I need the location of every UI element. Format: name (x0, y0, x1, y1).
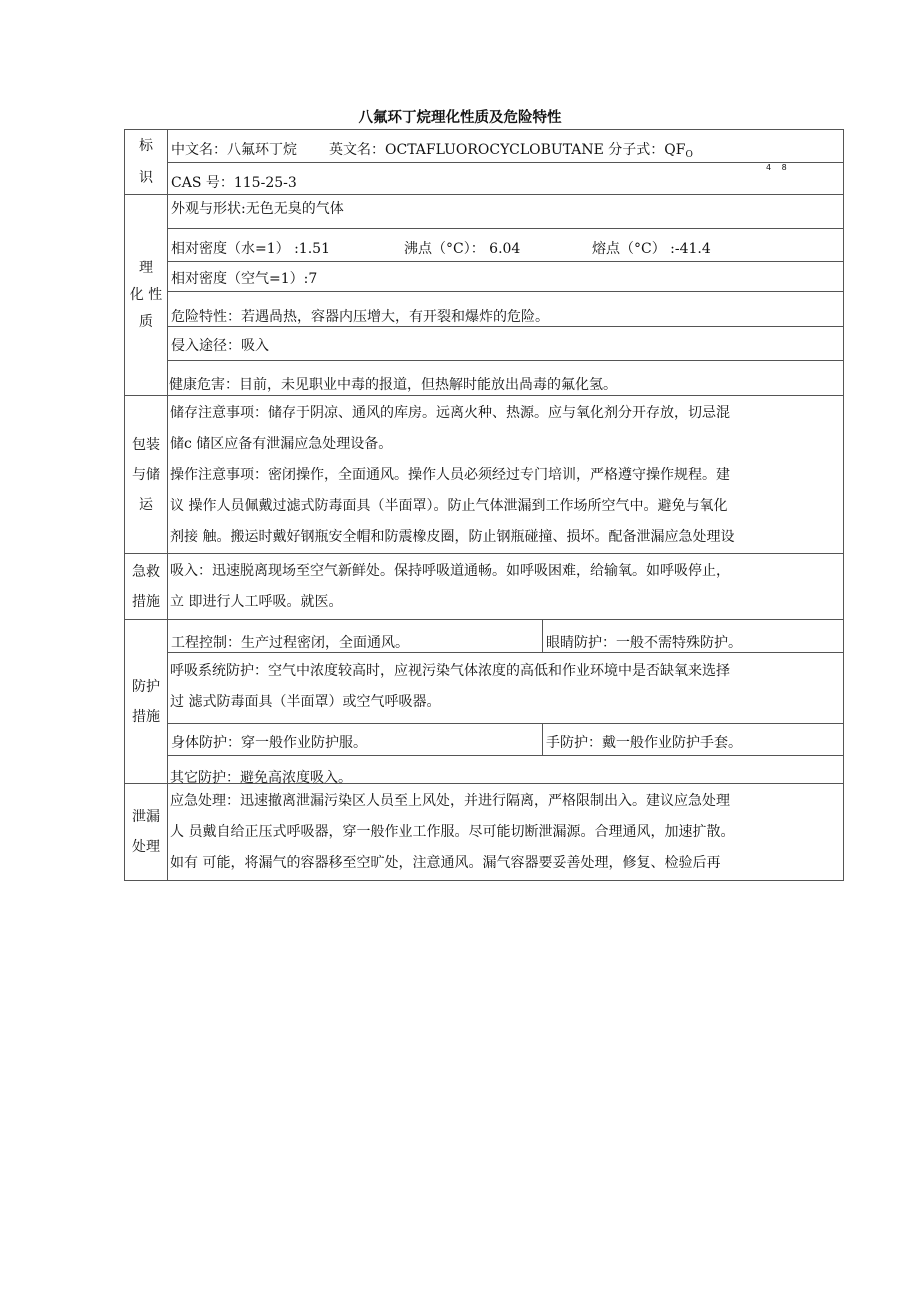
formula-subscript: O (685, 150, 693, 160)
eye-protection: 眼睛防护：一般不需特殊防护。 (546, 635, 742, 651)
section-storage (124, 395, 844, 553)
identity-names-row (168, 130, 843, 162)
body-protection: 身体防护：穿一般作业防护服。 (168, 724, 543, 755)
body-hand-row (168, 723, 843, 755)
first-aid-text: 吸入：迅速脱离现场至空气新鲜处。保持呼吸道通畅。如呼吸困难，给输氧。如呼吸停止， 立 即进行人工呼吸。就医。 (170, 563, 730, 610)
section-physchem (124, 194, 844, 395)
density-boiling-melting-row (168, 228, 843, 261)
hazard-text: 危险特性：若遇咼热，容器内压增大，有开裂和爆炸的危险。 (171, 309, 549, 325)
formula-mini-digits: 4 8 (766, 163, 791, 172)
respiratory-row: 呼吸系统防护：空气中浓度较高时，应视污染气体浓度的高低和作业环境中是否缺氧来选择 过 滤式防毒面具（半面罩）或空气呼吸器。 (168, 652, 843, 723)
other-protection: 其它防护：避免高浓度吸入。 (170, 770, 352, 786)
health-text: 健康危害：目前，未见职业中毒的报道，但热解时能放出咼毒的氟化氢。 (169, 377, 617, 393)
section-leak (124, 783, 844, 881)
storage-text: 储存注意事项：储存于阴凉、通风的库房。远离火种、热源。应与氧化剂分开存放，切忌混 储c 储区应备有泄漏应急处理设备。 操作注意事项：密闭操作，全面通风。操作人员必须经过专门培训，严格遵守操作规程。建 议 操作人员佩戴过滤式防毒面具（半面罩）。防止气体泄漏到工作场所空气中。避免与氧化 剂接 触。搬运时戴好钢瓶安全帽和防震橡皮圈，防止钢瓶碰撞、损坏。配备泄漏应急处理设 (170, 405, 735, 545)
appearance-row (168, 195, 843, 228)
section-label-protection: 防护 措施 (125, 620, 168, 783)
section-first-aid (124, 553, 844, 619)
hazard-row (168, 291, 843, 326)
boiling-point: 沸点（°C）： 6.04 (404, 241, 521, 257)
cas-number: CAS 号：115-25-3 (171, 175, 297, 191)
engineering-eye-row (168, 620, 843, 652)
melting-point: 熔点（°C） :-41.4 (592, 241, 711, 257)
density-air: 相对密度（空气=1）:7 (171, 271, 318, 287)
section-identity (124, 129, 844, 194)
cas-row (168, 162, 843, 194)
appearance-text: 外观与形状:无色无臭的气体 (171, 201, 344, 217)
leak-text: 应急处理：迅速撤离泄漏污染区人员至上风处，并进行隔离，严格限制出入。建议应急处理 人 员戴自给正压式呼吸器，穿一般作业工作服。尽可能切断泄漏源。合理通风，加速扩散。 如有 可能，将漏气的容器移至空旷处，注意通风。漏气容器要妥善处理，修复、检验后再 (170, 793, 735, 871)
route-text: 侵入途径：吸入 (171, 338, 269, 354)
health-row (168, 360, 843, 393)
section-label-identity: 标 识 (125, 130, 168, 194)
route-row (168, 326, 843, 360)
section-protection (124, 619, 844, 786)
engineering-control: 工程控制：生产过程密闭，全面通风。 (168, 620, 543, 652)
chinese-name: 中文名：八氟环丁烷 (171, 142, 297, 158)
density-air-row (168, 261, 843, 291)
section-label-first-aid: 急救 措施 (125, 554, 168, 619)
msds-table (124, 129, 844, 881)
section-label-physchem: 理 化 性 质 (125, 195, 168, 395)
page-title: 八氟环丁烷理化性质及危险特性 (358, 110, 562, 126)
section-label-storage: 包装 与储 运 (125, 396, 168, 553)
section-label-leak: 泄漏 处理 (125, 784, 168, 880)
hand-protection: 手防护：戴一般作业防护手套。 (546, 735, 742, 751)
density-water: 相对密度（水=1） :1.51 (171, 241, 330, 257)
english-name-formula: 英文名：OCTAFLUOROCYCLOBUTANE 分子式：QF (329, 142, 686, 158)
